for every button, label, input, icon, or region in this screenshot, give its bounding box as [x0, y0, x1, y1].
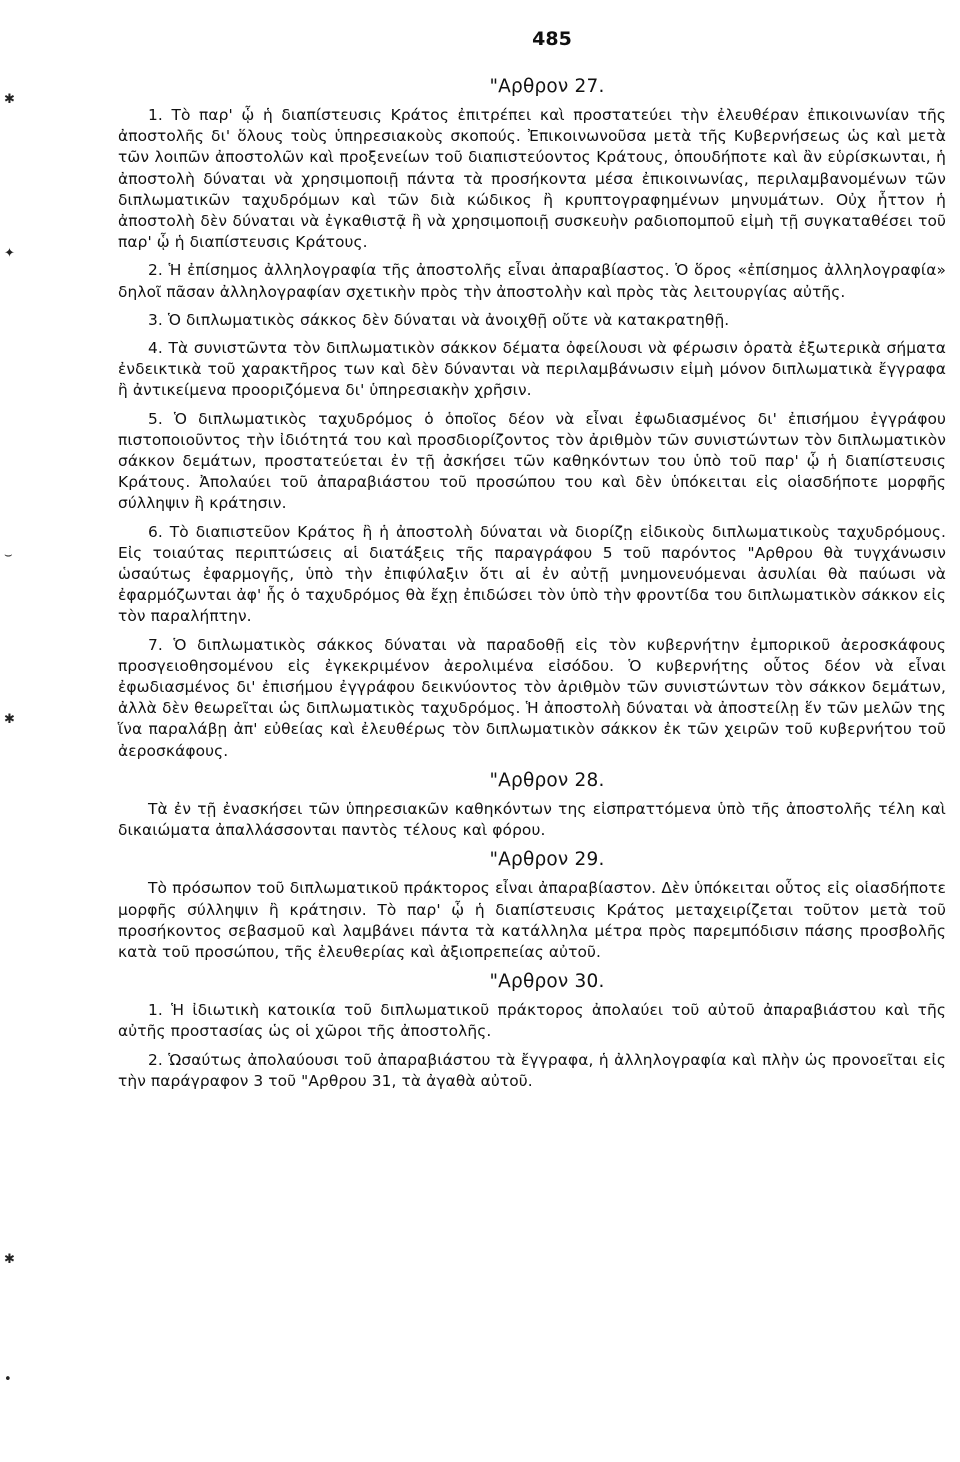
article-27: [118, 76, 946, 762]
margin-mark-icon: ✱: [4, 92, 15, 107]
paragraph: 2. Ὡσαύτως ἀπολαύουσι τοῦ ἀπαραβιάστου τὰ ἔγγραφα, ἡ ἀλληλογραφία καὶ πλὴν ὡς προνοεῖται εἰς τὴν παράγραφον 3 τοῦ "Αρθρου 31, τὰ ἀγαθὰ αὐτοῦ.: [118, 1050, 946, 1090]
margin-mark-icon: ⌣: [4, 548, 13, 563]
paragraph: 6. Τὸ διαπιστεῦον Κράτος ἢ ἡ ἀποστολὴ δύναται νὰ διορίζῃ εἰδικοὺς διπλωματικοὺς ταχυδρόμους. Εἰς τοιαύτας περιπτώσεις αἱ διατάξεις τῆς παραγράφου 5 τοῦ παρόντος "Αρθρου θὰ τυγχάνωσιν ὡσαύτως ἐφαρμογῆς, ὑπὸ τὴν ἐπιφύλαξιν ὅτι αἱ ἐν αὐτῇ μνημονευόμεναι ἀσυλίαι θὰ παύωσι νὰ ἐφαρμόζωνται ἀφ' ἧς ὁ ταχυδρόμος θὰ ἔχῃ ἐπιδώσει τὸν ὑπὸ τὴν φροντίδα του διπλωματικὸν σάκκον εἰς τὸν παραλήπτην.: [118, 522, 946, 626]
article-heading: "Αρθρον 28.: [489, 769, 605, 791]
paragraph: 3. Ὁ διπλωματικὸς σάκκος δὲν δύναται νὰ ἀνοιχθῇ οὔτε νὰ κατακρατηθῇ.: [148, 310, 730, 329]
document-page: [118, 24, 946, 1099]
margin-mark-icon: •: [4, 1372, 12, 1387]
paragraph: 2. Ἡ ἐπίσημος ἀλληλογραφία τῆς ἀποστολῆς εἶναι ἀπαραβίαστος. Ὁ ὅρος «ἐπίσημος ἀλληλογραφία» δηλοῖ πᾶσαν ἀλληλογραφίαν σχετικὴν πρὸς τὴν ἀποστολὴν καὶ πρὸς τὰς λειτουργίας αὐτῆς.: [118, 261, 946, 301]
page-number: 485: [532, 28, 572, 50]
paragraph: 1. Τὸ παρ' ᾧ ἡ διαπίστευσις Κράτος ἐπιτρέπει καὶ προστατεύει τὴν ἐλευθέραν ἐπικοινωνίαν τῆς ἀποστολῆς δι' ὅλους τοὺς ὑπηρεσιακοὺς σκοπούς. Ἐπικοινωνοῦσα μετὰ τῆς Κυβερνήσεως ὡς καὶ μετὰ τῶν λοιπῶν ἀποστολῶν καὶ προξενείων τοῦ διαπιστεύοντος Κράτους, ὁπουδήποτε καὶ ἂν εὑρίσκωνται, ἡ ἀποστολὴ δύναται νὰ χρησιμοποιῇ πάντα τὰ προσήκοντα μέσα ἐπικοινωνίας, περιλαμβανομένων τῶν διπλωματικῶν ταχυδρόμων καὶ τῶν διὰ κώδικος ἢ κρυπτογραφημένων μηνυμάτων. Οὐχ ἧττον ἡ ἀποστολὴ δὲν δύναται νὰ ἐγκαθιστᾷ ἢ νὰ χρησιμοποιῇ συσκευὴν ραδιοπομποῦ εἰμὴ τῇ συγκαταθέσει τοῦ παρ' ᾧ ἡ διαπίστευσις Κράτους.: [118, 106, 946, 252]
article-heading: "Αρθρον 27.: [489, 76, 605, 97]
article-heading: "Αρθρον 30.: [489, 971, 605, 993]
paragraph: 7. Ὁ διπλωματικὸς σάκκος δύναται νὰ παραδοθῇ εἰς τὸν κυβερνήτην ἐμπορικοῦ ἀεροσκάφους προσγειοθησομένου εἰς ἐγκεκριμένον ἀερολιμένα εἰσόδου. Ὁ κυβερνήτης οὗτος δέον νὰ εἶναι ἐφωδιασμένος δι' ἐπισήμου ἐγγράφου δεικνύοντος τὸν ἀριθμὸν τῶν συνιστώντων τὸν σάκκον δεμάτων, ἀλλὰ δὲν θεωρεῖται ὡς διπλωματικὸς ταχυδρόμος. Ἡ ἀποστολὴ δύναται νὰ ἀποστείλῃ ἕν τῶν μελῶν της ἵνα παραλάβῃ ἀπ' εὐθείας καὶ ἐλευθέρως τὸν διπλωματικὸν σάκκον ἐκ τῶν χειρῶν τοῦ κυβερνήτου τοῦ ἀεροσκάφους.: [118, 635, 946, 760]
margin-mark-icon: ✱: [4, 712, 15, 727]
article-heading: "Αρθρον 29.: [489, 849, 605, 871]
margin-mark-icon: ✱: [4, 1252, 15, 1267]
paragraph: Τὰ ἐν τῇ ἐνασκήσει τῶν ὑπηρεσιακῶν καθηκόντων της εἰσπραττόμενα ὑπὸ τῆς ἀποστολῆς τέλη καὶ δικαιώματα ἀπαλλάσσονται παντὸς τέλους καὶ φόρου.: [118, 799, 946, 840]
article-29: [118, 849, 946, 963]
paragraph: 5. Ὁ διπλωματικὸς ταχυδρόμος ὁ ὁποῖος δέον νὰ εἶναι ἐφωδιασμένος δι' ἐπισήμου ἐγγράφου πιστοποιοῦντος τὴν ἰδιότητά του καὶ προσδιορίζοντος τὸν ἀριθμὸν τῶν συνιστώντων τὸν διπλωματικὸν σάκκον δεμάτων, προστατεύεται ἐν τῇ ἀσκήσει τῶν καθηκόντων του ὑπὸ τοῦ παρ' ᾧ ἡ διαπίστευσις Κράτους. Ἀπολαύει τοῦ ἀπαραβιάστου τοῦ προσώπου του καὶ δὲν ὑπόκειται εἰς οἱασδήποτε μορφῆς σύλληψιν ἢ κράτησιν.: [118, 409, 946, 513]
paragraph: 1. Ἡ ἰδιωτικὴ κατοικία τοῦ διπλωματικοῦ πράκτορος ἀπολαύει τοῦ αὐτοῦ ἀπαραβιάστου καὶ τῆς αὐτῆς προστασίας ὡς οἱ χῶροι τῆς ἀποστολῆς.: [118, 1001, 946, 1041]
article-28: [118, 770, 946, 841]
paragraph: Τὸ πρόσωπον τοῦ διπλωματικοῦ πράκτορος εἶναι ἀπαραβίαστον. Δὲν ὑπόκειται οὗτος εἰς οἱασδήποτε μορφῆς σύλληψιν ἢ κράτησιν. Τὸ παρ' ᾧ ἡ διαπίστευσις Κράτος μεταχειρίζεται τοῦτον μετὰ τοῦ προσήκοντος σεβασμοῦ καὶ λαμβάνει πάντα τὰ κατάλληλα μέτρα πρὸς παρεμπόδισιν πάσης προσβολῆς κατὰ τοῦ προσώπου, τῆς ἐλευθερίας καὶ ἀξιοπρεπείας αὐτοῦ.: [118, 879, 946, 961]
article-30: [118, 971, 946, 1092]
margin-mark-icon: ✦: [4, 246, 15, 261]
paragraph: 4. Τὰ συνιστῶντα τὸν διπλωματικὸν σάκκον δέματα ὀφείλουσι νὰ φέρωσιν ὁρατὰ ἐξωτερικὰ σήματα ἐνδεικτικὰ τοῦ χαρακτῆρος των καὶ δὲν δύνανται νὰ περιλαμβάνωσιν εἰμὴ μόνον διπλωματικὰ ἔγγραφα ἢ ἀντικείμενα προοριζόμενα δι' ὑπηρεσιακὴν χρῆσιν.: [118, 339, 946, 400]
